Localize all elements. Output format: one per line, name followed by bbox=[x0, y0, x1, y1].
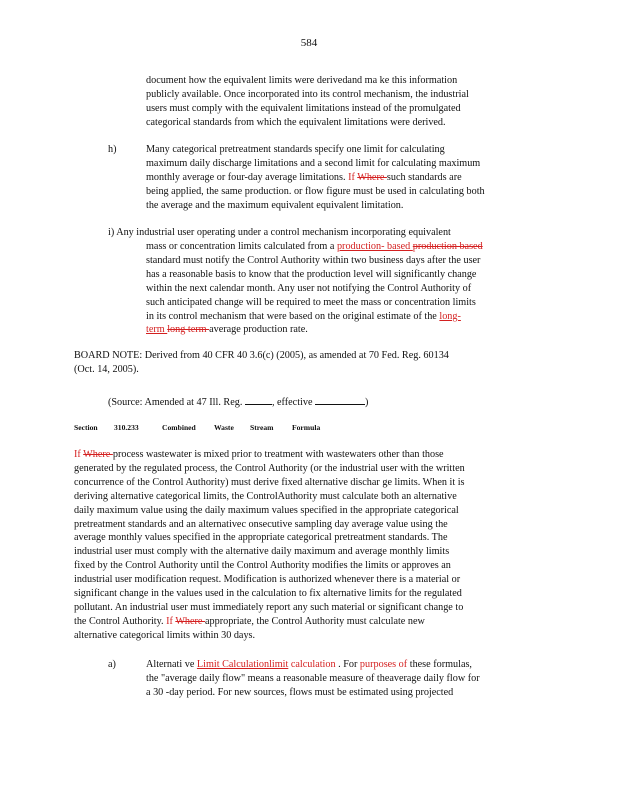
text-run: such standards are bbox=[386, 171, 462, 183]
section-title-word: Formula bbox=[292, 423, 321, 432]
text-line: within the next calendar month. Any user not notifying the Control Authority of bbox=[146, 282, 472, 294]
text-line bbox=[146, 310, 538, 324]
text-run: . For bbox=[338, 659, 360, 670]
section-title-word: Stream bbox=[250, 423, 274, 432]
text-line: industrial user must comply with the alternative daily maximum and average monthly limits bbox=[74, 546, 450, 558]
inserted-text: If bbox=[348, 171, 358, 183]
source-note bbox=[108, 394, 428, 410]
page-number: 584 bbox=[300, 37, 318, 49]
text-line: being applied, the same production. or flow figure must be used in calculating both bbox=[146, 185, 485, 197]
inserted-text: Limit Calculationlimit bbox=[196, 659, 289, 670]
text-line bbox=[74, 615, 538, 629]
text-line bbox=[146, 323, 538, 337]
text-run: mass or concentration limits calculated from a bbox=[146, 241, 337, 252]
text-run: ) bbox=[365, 397, 369, 408]
text-run: (Source: Amended at 47 Ill. Reg. bbox=[108, 397, 245, 408]
text-run: process wastewater is mixed prior to treatment with wastewaters other than those bbox=[112, 449, 444, 460]
paragraph-i-first-line bbox=[108, 226, 538, 240]
section-title-word: Combined bbox=[162, 423, 196, 432]
text-line: maximum daily discharge limitations and a second limit for calculating maximum bbox=[146, 157, 481, 169]
text-line: the average and the maximum equivalent equivalent limitation. bbox=[146, 199, 404, 211]
paragraph-g-continuation bbox=[146, 74, 520, 130]
inserted-text: long- bbox=[439, 310, 461, 322]
inserted-text: If bbox=[74, 449, 84, 460]
section-body bbox=[74, 448, 538, 643]
text-run: calculation bbox=[288, 659, 339, 670]
section-number: 310.233 bbox=[114, 423, 139, 432]
text-line: users must comply with the equivalent limitations instead of the promulgated bbox=[146, 102, 461, 114]
inserted-text: production- based bbox=[336, 241, 413, 252]
text-line: categorical standards from which the equivalent limitations were derived. bbox=[146, 116, 446, 128]
text-line: pollutant. An industrial user must immediately report any such material or significant change to bbox=[74, 601, 464, 613]
text-line: i) Any industrial user operating under a control mechanism incorporating equivalent bbox=[108, 227, 451, 238]
text-line bbox=[146, 658, 538, 672]
section-label: Section bbox=[74, 423, 98, 432]
text-line: BOARD NOTE: Derived from 40 CFR 40 3.6(c) (2005), as amended at 70 Fed. Reg. 60134 bbox=[74, 350, 449, 361]
text-line bbox=[146, 240, 538, 254]
text-line: alternative categorical limits within 30 days. bbox=[74, 629, 256, 641]
text-run: Alternati ve bbox=[146, 659, 197, 670]
paragraph-a bbox=[146, 658, 538, 700]
text-line: the "average daily flow" means a reasonable measure of theaverage daily flow for bbox=[146, 672, 480, 684]
text-line bbox=[108, 394, 428, 410]
text-line: standard must notify the Control Authority within two business days after the user bbox=[146, 254, 481, 266]
text-line: such anticipated change will be required to meet the mass or concentration limits bbox=[146, 296, 476, 308]
text-line bbox=[74, 448, 538, 462]
inserted-text: purposes of bbox=[359, 659, 410, 670]
deleted-text: Where bbox=[357, 171, 387, 183]
deleted-text: long term bbox=[167, 324, 210, 336]
inserted-text: term bbox=[146, 324, 168, 336]
text-run: appropriate, the Control Authority must calculate new bbox=[205, 615, 425, 627]
text-line: daily maximum value using the daily maximum values specified in the appropriate categorical bbox=[74, 504, 459, 516]
text-line bbox=[146, 171, 538, 185]
text-line: (Oct. 14, 2005). bbox=[74, 363, 139, 375]
text-line: a 30 -day period. For new sources, flows must be estimated using projected bbox=[146, 686, 454, 698]
deleted-text: Where bbox=[83, 449, 113, 460]
text-line: publicly available. Once incorporated into its control mechanism, the industrial bbox=[146, 88, 469, 100]
text-line: concurrence of the Control Authority) must derive fixed alternative dischar ge limits. When it is bbox=[74, 476, 465, 488]
text-run: these formulas, bbox=[409, 659, 472, 670]
text-run: , effective bbox=[271, 397, 316, 408]
text-line: deriving alternative categorical limits, the ControlAuthority must calculate both an alternative bbox=[74, 490, 457, 502]
text-line: generated by the regulated process, the Control Authority (or the industrial user with the written bbox=[74, 462, 465, 474]
text-line: industrial user modification request. Modification is authorized whenever there is a material or bbox=[74, 574, 461, 586]
deleted-text: production based bbox=[412, 241, 483, 252]
text-run: monthly average or four-day average limitations. bbox=[146, 171, 349, 183]
blank-line bbox=[245, 394, 272, 405]
paragraph-a-label: a) bbox=[108, 659, 116, 670]
text-line: average monthly values specified in the appropriate categorical pretreatment standards. The bbox=[74, 532, 448, 544]
text-line: significant change in the values used in the calculation to fix alternative limits for the regulated bbox=[74, 588, 462, 600]
blank-line bbox=[315, 394, 365, 405]
text-line: fixed by the Control Authority until the Control Authority modifies the limits or approves an bbox=[74, 560, 451, 572]
text-line: has a reasonable basis to know that the production level will significantly change bbox=[146, 268, 477, 280]
text-run: average production rate. bbox=[209, 324, 308, 336]
paragraph-i bbox=[146, 240, 538, 337]
board-note bbox=[74, 349, 538, 377]
text-line: Many categorical pretreatment standards specify one limit for calculating bbox=[146, 144, 445, 155]
text-run: in its control mechanism that were based on the original estimate of the bbox=[146, 310, 440, 322]
section-title-word: Waste bbox=[214, 423, 234, 432]
text-run: the Control Authority. bbox=[74, 615, 167, 627]
inserted-text: If bbox=[166, 615, 176, 627]
text-line: pretreatment standards and an alternativec onsecutive sampling day average value using the bbox=[74, 518, 448, 530]
deleted-text: Where bbox=[175, 615, 206, 627]
text-line: document how the equivalent limits were derivedand ma ke this information bbox=[146, 75, 458, 86]
paragraph-h bbox=[146, 143, 538, 213]
paragraph-h-label: h) bbox=[108, 144, 117, 155]
